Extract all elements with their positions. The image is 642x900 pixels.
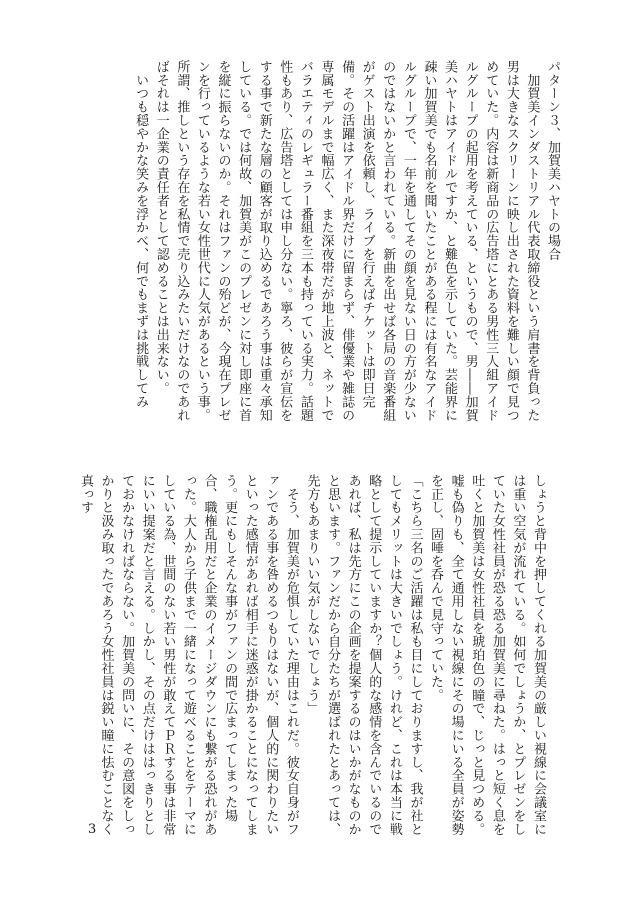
page-number: 3 <box>88 822 97 837</box>
paragraph: 加賀美インダストリアル代表取締役という肩書を背負った男は大きなスクリーンに映し出された資料を難しい顔で見つめていた。内容は新商品の広告塔にとある男性三人組アイドルグループの起用を考えている、というもので、男――加賀美ハヤトはアイドルですか、と難色を示していた。芸能界に疎い加賀美でも名前を聞いたことがある程には有名なアイドルグループで、一年を通してその顔を見ない日の方が少ないのではないかと言われている。新曲を出せば各局の音楽番組がゲスト出演を依頼し、ライブを行えばチケットは即日完備。その活躍はアイドル界だけに留まらず、俳優業や雑誌の専属モデルまで幅広く、また深夜帯だが地上波と、ネットでバラエティのレギュラー番組を三本も持っている実力。話題性もあり、広告塔としては申し分ない。寧ろ、彼らが宣伝をする事で新たな層の顧客が取り込めるであろう事は重々承知している。では何故、加賀美がこのプレゼンに対し即座に首を縦に振らないのか。それはファンの殆どが、今現在プレゼンを行っているような若い女性世代に人気があるという事。所謂、推しという存在を私情で売り込みたいだけなのであればそれは一企業の責任者として認めることは出来ない。 <box>153 60 540 422</box>
paragraph: そう、加賀美が危惧していた理由はこれだ。彼女自身がファンである事を咎めるつもりはないが、個人的に関わりたいといった感情があれば相手に迷惑が掛かることになってしまう。更にもしそんな事がファンの間で広まってしまった場合、職権乱用だと企業のイメージダウンにも繋がる恐れがあった。大人から子供まで一緒になって遊べることをテーマにしている為、世間のない若い男性が敢えてＰＲする事は非常にいい提案だと言える。しかし、その点だけははっきりとしておかなければならない。加賀美の問いに、その意図をしっかりと汲み取ったであろう女性社員は鋭い瞳に怯むことなく真っす <box>77 474 299 836</box>
paragraph: しょうと背中を押してくれる加賀美の厳しい視線に会議室には重い空気が流れている。如何でしょうか、とプレゼンをしていた女性社員が恐る恐る加賀美に尋ねた。はっと短く息を吐くと加賀美は女性社員を琥珀色の瞳で、じっと見つめる。嘘も偽りも、全て通用しない視線にその場にいる全員が姿勢を正し、固唾を呑んで見守っていた。 <box>428 474 546 836</box>
top-text-block <box>66 60 562 422</box>
paragraph: 「こちら三名のご活躍は私も目にしておりますし、我が社としてもメリットは大きいでしょう。けれど、これは本当に戦略として提示していますか？個人的な感情を含んでいるのであれば、私は先方にこの企画を提案するのはいかがなものかと思います。ファンだから自分たちが選ばれたとあっては、先方もあまりいい気がしないでしょう」 <box>304 474 423 836</box>
section-title: パターン３、加賀美ハヤトの場合 <box>545 60 560 261</box>
bottom-text-block <box>66 474 548 842</box>
paragraph: いつも穏やかな笑みを浮かべ、何でもまずは挑戦してみ <box>133 60 149 409</box>
